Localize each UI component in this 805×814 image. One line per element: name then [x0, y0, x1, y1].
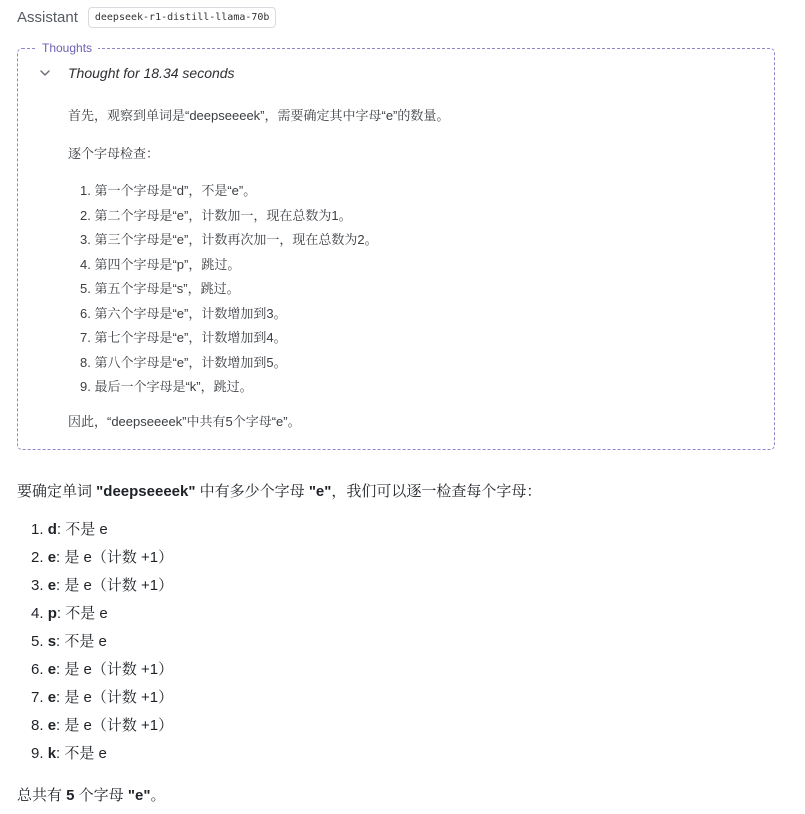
thoughts-panel: [17, 41, 775, 450]
list-item: 6. e: 是 e（计数 +1）: [31, 661, 174, 678]
list-item: 4. 第四个字母是“p”，跳过。: [80, 256, 241, 272]
list-item: 3. e: 是 e（计数 +1）: [31, 577, 174, 594]
list-item: 7. e: 是 e（计数 +1）: [31, 689, 174, 706]
list-item: 2. e: 是 e（计数 +1）: [31, 549, 174, 566]
list-item: 9. k: 不是 e: [31, 745, 107, 762]
list-item: 5. 第五个字母是“s”，跳过。: [80, 281, 240, 296]
thought-steps-list: [80, 179, 378, 400]
list-item: 3. 第三个字母是“e”，计数再次加一，现在总数为2。: [80, 232, 378, 247]
thought-paragraph: 首先，观察到单词是“deepseeeek”，需要确定其中字母“e”的数量。: [68, 108, 450, 123]
thoughts-legend: Thoughts: [36, 41, 98, 55]
list-item: 8. 第八个字母是“e”，计数增加到5。: [80, 354, 287, 370]
role-label: Assistant: [17, 9, 78, 26]
thoughts-toggle[interactable]: [38, 65, 235, 81]
list-item: 1. d: 不是 e: [31, 521, 108, 538]
answer-conclusion: 总共有 5 个字母 "e"。: [17, 787, 166, 804]
list-item: 7. 第七个字母是“e”，计数增加到4。: [80, 330, 287, 345]
thought-duration-label: Thought for 18.34 seconds: [68, 65, 235, 81]
list-item: 8. e: 是 e（计数 +1）: [31, 717, 174, 734]
model-badge: deepseek-r1-distill-llama-70b: [88, 7, 277, 28]
list-item: 5. s: 不是 e: [31, 633, 107, 650]
message-header: [17, 7, 276, 28]
list-item: 1. 第一个字母是“d”，不是“e”。: [80, 183, 257, 198]
list-item: 9. 最后一个字母是“k”，跳过。: [80, 379, 253, 394]
answer-list: [31, 516, 173, 768]
list-item: 4. p: 不是 e: [31, 605, 108, 622]
thought-conclusion: 因此，“deepseeeek”中共有5个字母“e”。: [68, 414, 301, 429]
answer-intro: 要确定单词 "deepseeeek" 中有多少个字母 "e"，我们可以逐一检查每个字母：: [17, 483, 542, 500]
chevron-down-icon[interactable]: [38, 66, 52, 80]
thought-paragraph: 逐个字母检查：: [68, 146, 160, 161]
list-item: 2. 第二个字母是“e”，计数加一，现在总数为1。: [80, 207, 352, 223]
list-item: 6. 第六个字母是“e”，计数增加到3。: [80, 305, 287, 321]
